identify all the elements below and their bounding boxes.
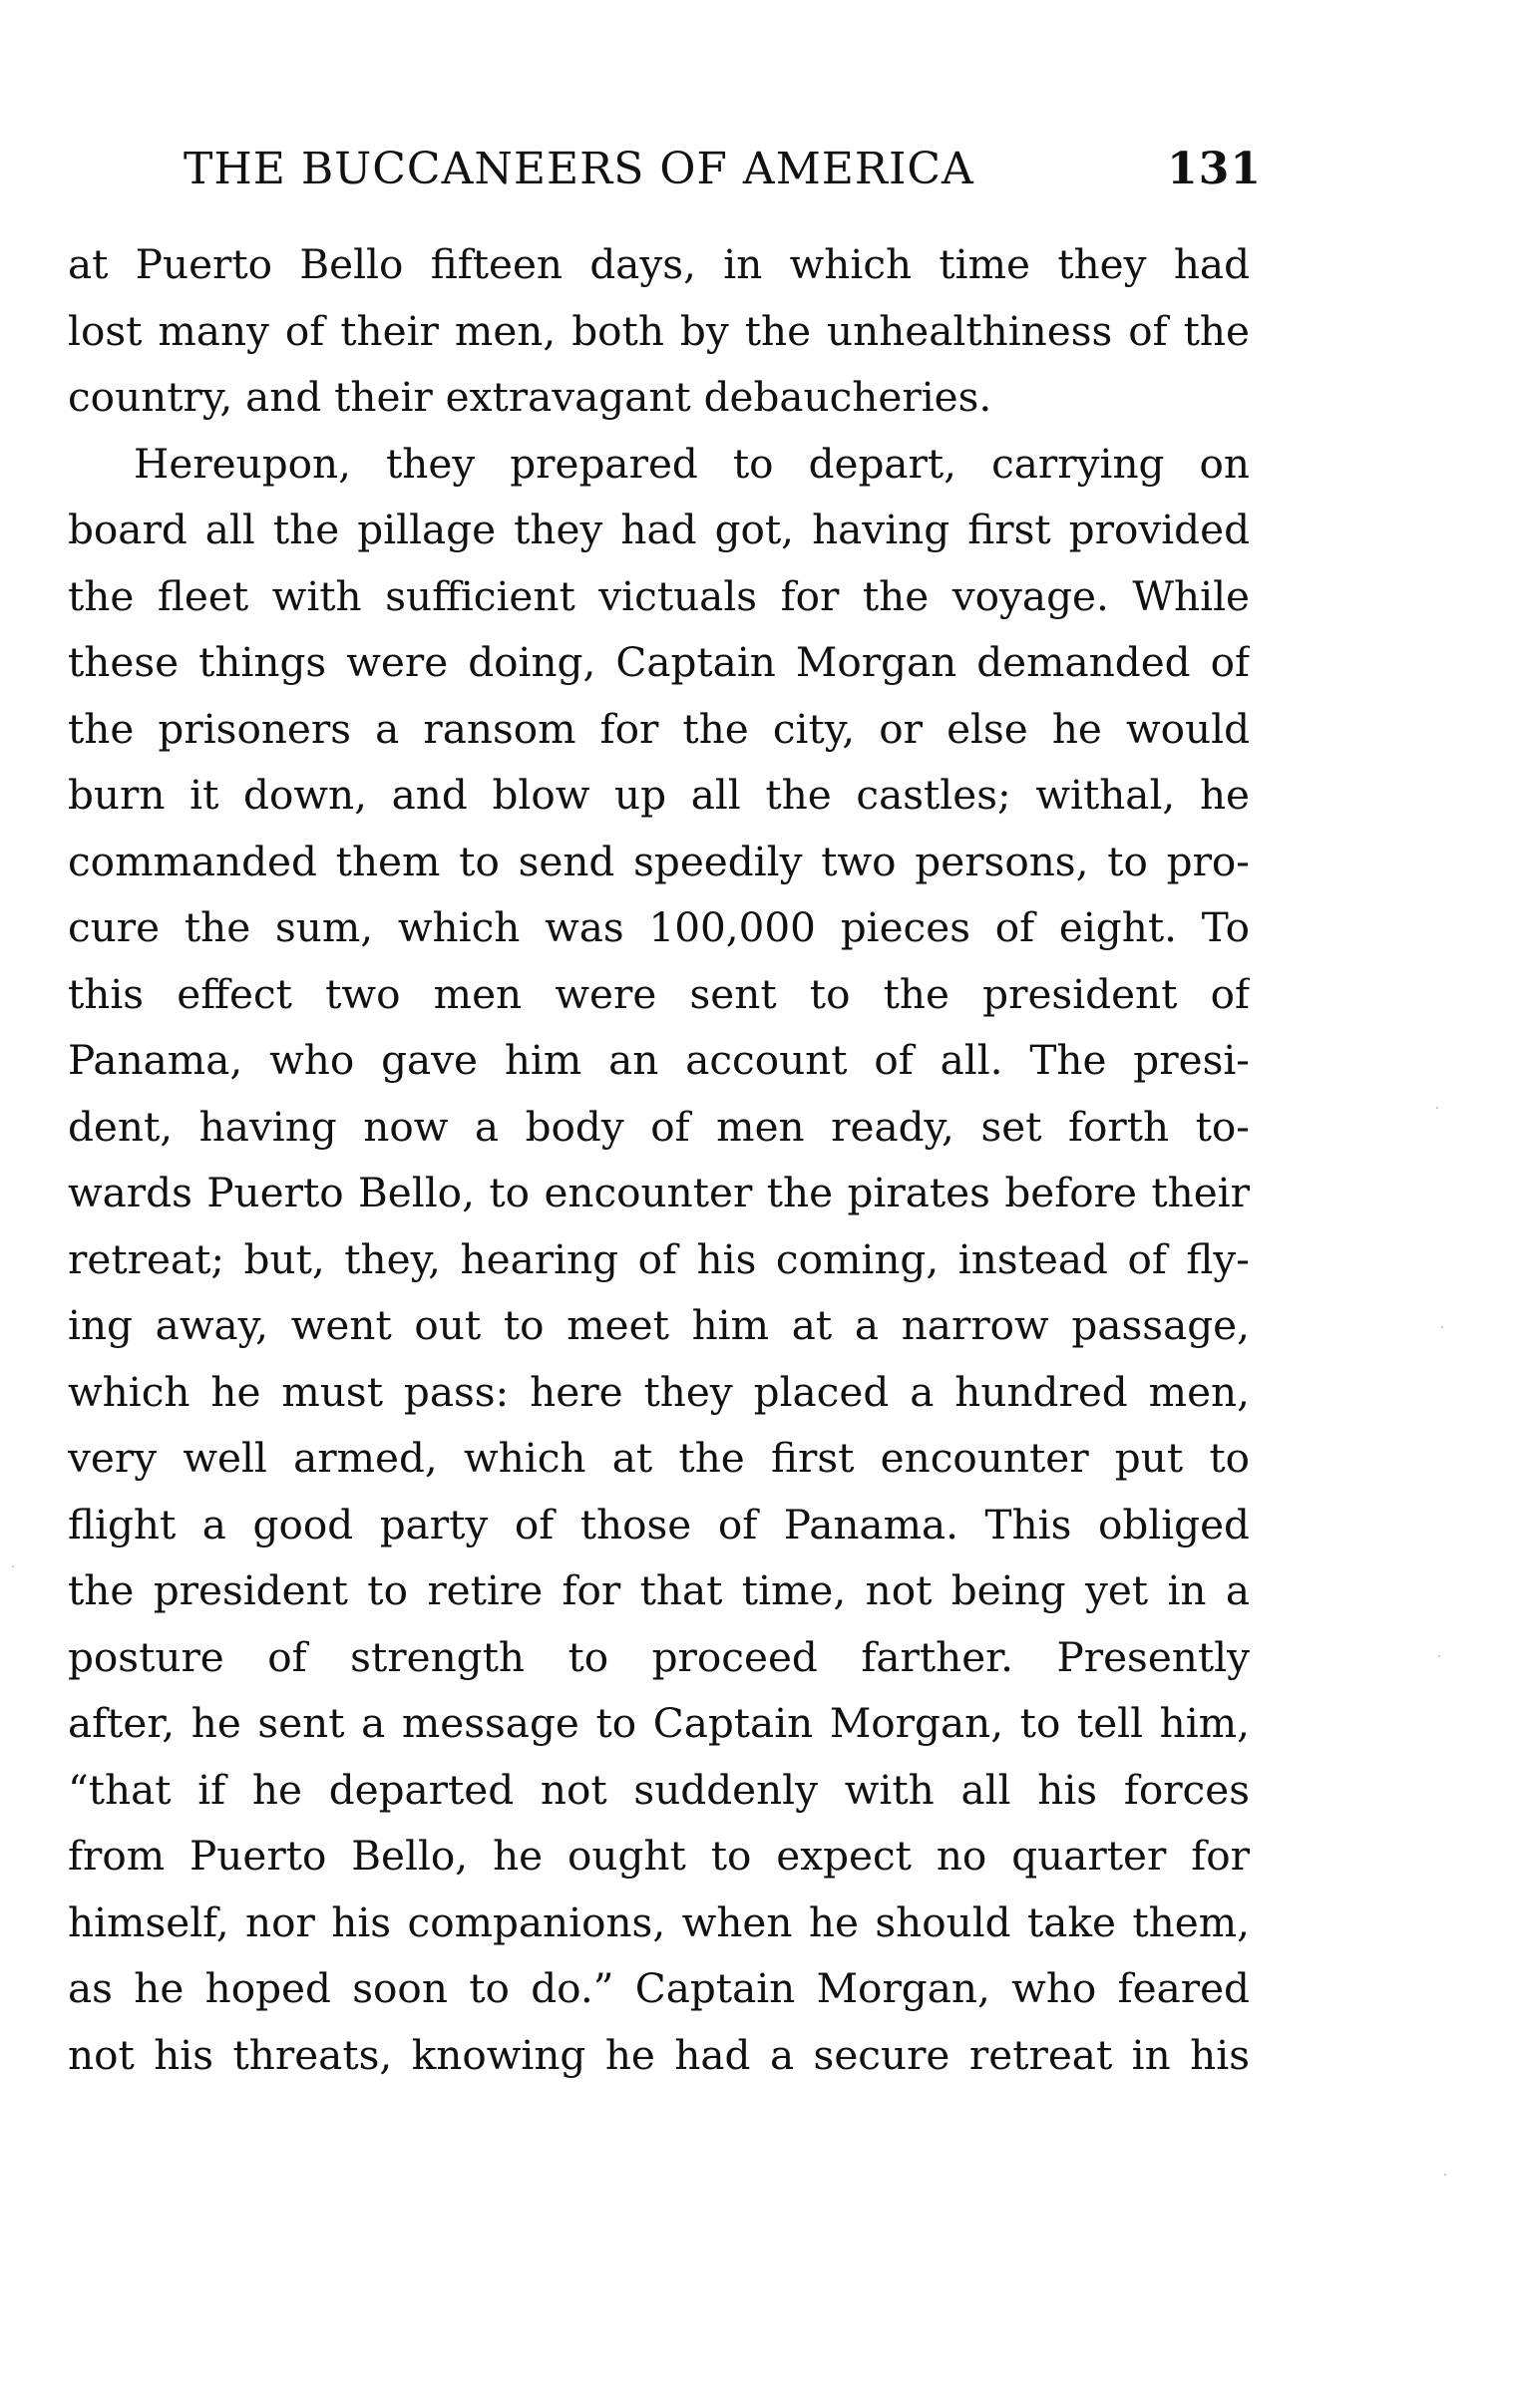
text-line: the prisoners a ransom for the city, or else he would — [68, 704, 1250, 753]
text-line: lost many of their men, both by the unhealthiness of the — [68, 306, 1250, 355]
text-line: retreat; but, they, hearing of his coming, instead of fly- — [68, 1234, 1250, 1283]
page-number: 131 — [1167, 144, 1262, 194]
text-line: commanded them to send speedily two persons, to pro- — [68, 837, 1250, 885]
text-line: Hereupon, they prepared to depart, carrying on — [134, 439, 1250, 488]
text-line: “that if he departed not suddenly with all his forces — [68, 1765, 1250, 1814]
text-line: himself, nor his companions, when he should take them, — [68, 1897, 1250, 1946]
running-head-title: THE BUCCANEERS OF AMERICA — [184, 144, 974, 194]
text-line: Panama, who gave him an account of all. The presi- — [68, 1036, 1250, 1084]
text-line: these things were doing, Captain Morgan demanded of — [68, 638, 1250, 686]
scan-speck — [1441, 1326, 1443, 1328]
text-line: board all the pillage they had got, having first provided — [68, 506, 1250, 553]
text-line: dent, having now a body of men ready, set forth to- — [68, 1102, 1250, 1151]
text-line: from Puerto Bello, he ought to expect no quarter for — [68, 1832, 1250, 1880]
text-line: not his threats, knowing he had a secure retreat in his — [68, 2030, 1250, 2079]
text-line: at Puerto Bello fifteen days, in which time they had — [68, 240, 1250, 288]
text-line: very well armed, which at the first encounter put to — [68, 1434, 1250, 1482]
text-line: burn it down, and blow up all the castles; withal, he — [68, 771, 1250, 819]
scan-speck — [1436, 1107, 1438, 1109]
scan-speck — [1438, 1655, 1440, 1657]
scan-speck — [1444, 2174, 1446, 2176]
text-line: ing away, went out to meet him at a narrow passage, — [68, 1301, 1250, 1349]
scan-speck — [12, 1565, 14, 1567]
text-line: cure the sum, which was 100,000 pieces of eight. To — [68, 903, 1250, 951]
running-head — [160, 140, 1272, 199]
text-line: flight a good party of those of Panama. This obliged — [68, 1500, 1250, 1548]
body-text — [68, 231, 1250, 2088]
text-line: posture of strength to proceed farther. Presently — [68, 1632, 1250, 1681]
text-line: as he hoped soon to do.” Captain Morgan, who feared — [68, 1964, 1250, 2012]
text-line: which he must pass: here they placed a hundred men, — [68, 1367, 1250, 1416]
text-line: after, he sent a message to Captain Morgan, to tell him, — [68, 1699, 1250, 1747]
text-line: the fleet with sufficient victuals for the voyage. While — [68, 571, 1250, 620]
text-line: this effect two men were sent to the president of — [68, 969, 1250, 1018]
paragraph-continuation — [68, 231, 1250, 431]
text-line: the president to retire for that time, not being yet in a — [68, 1566, 1250, 1614]
text-line: country, and their extravagant debaucheries. — [68, 373, 992, 421]
paragraph-hereupon — [68, 431, 1250, 2089]
text-line: wards Puerto Bello, to encounter the pirates before their — [68, 1169, 1250, 1216]
